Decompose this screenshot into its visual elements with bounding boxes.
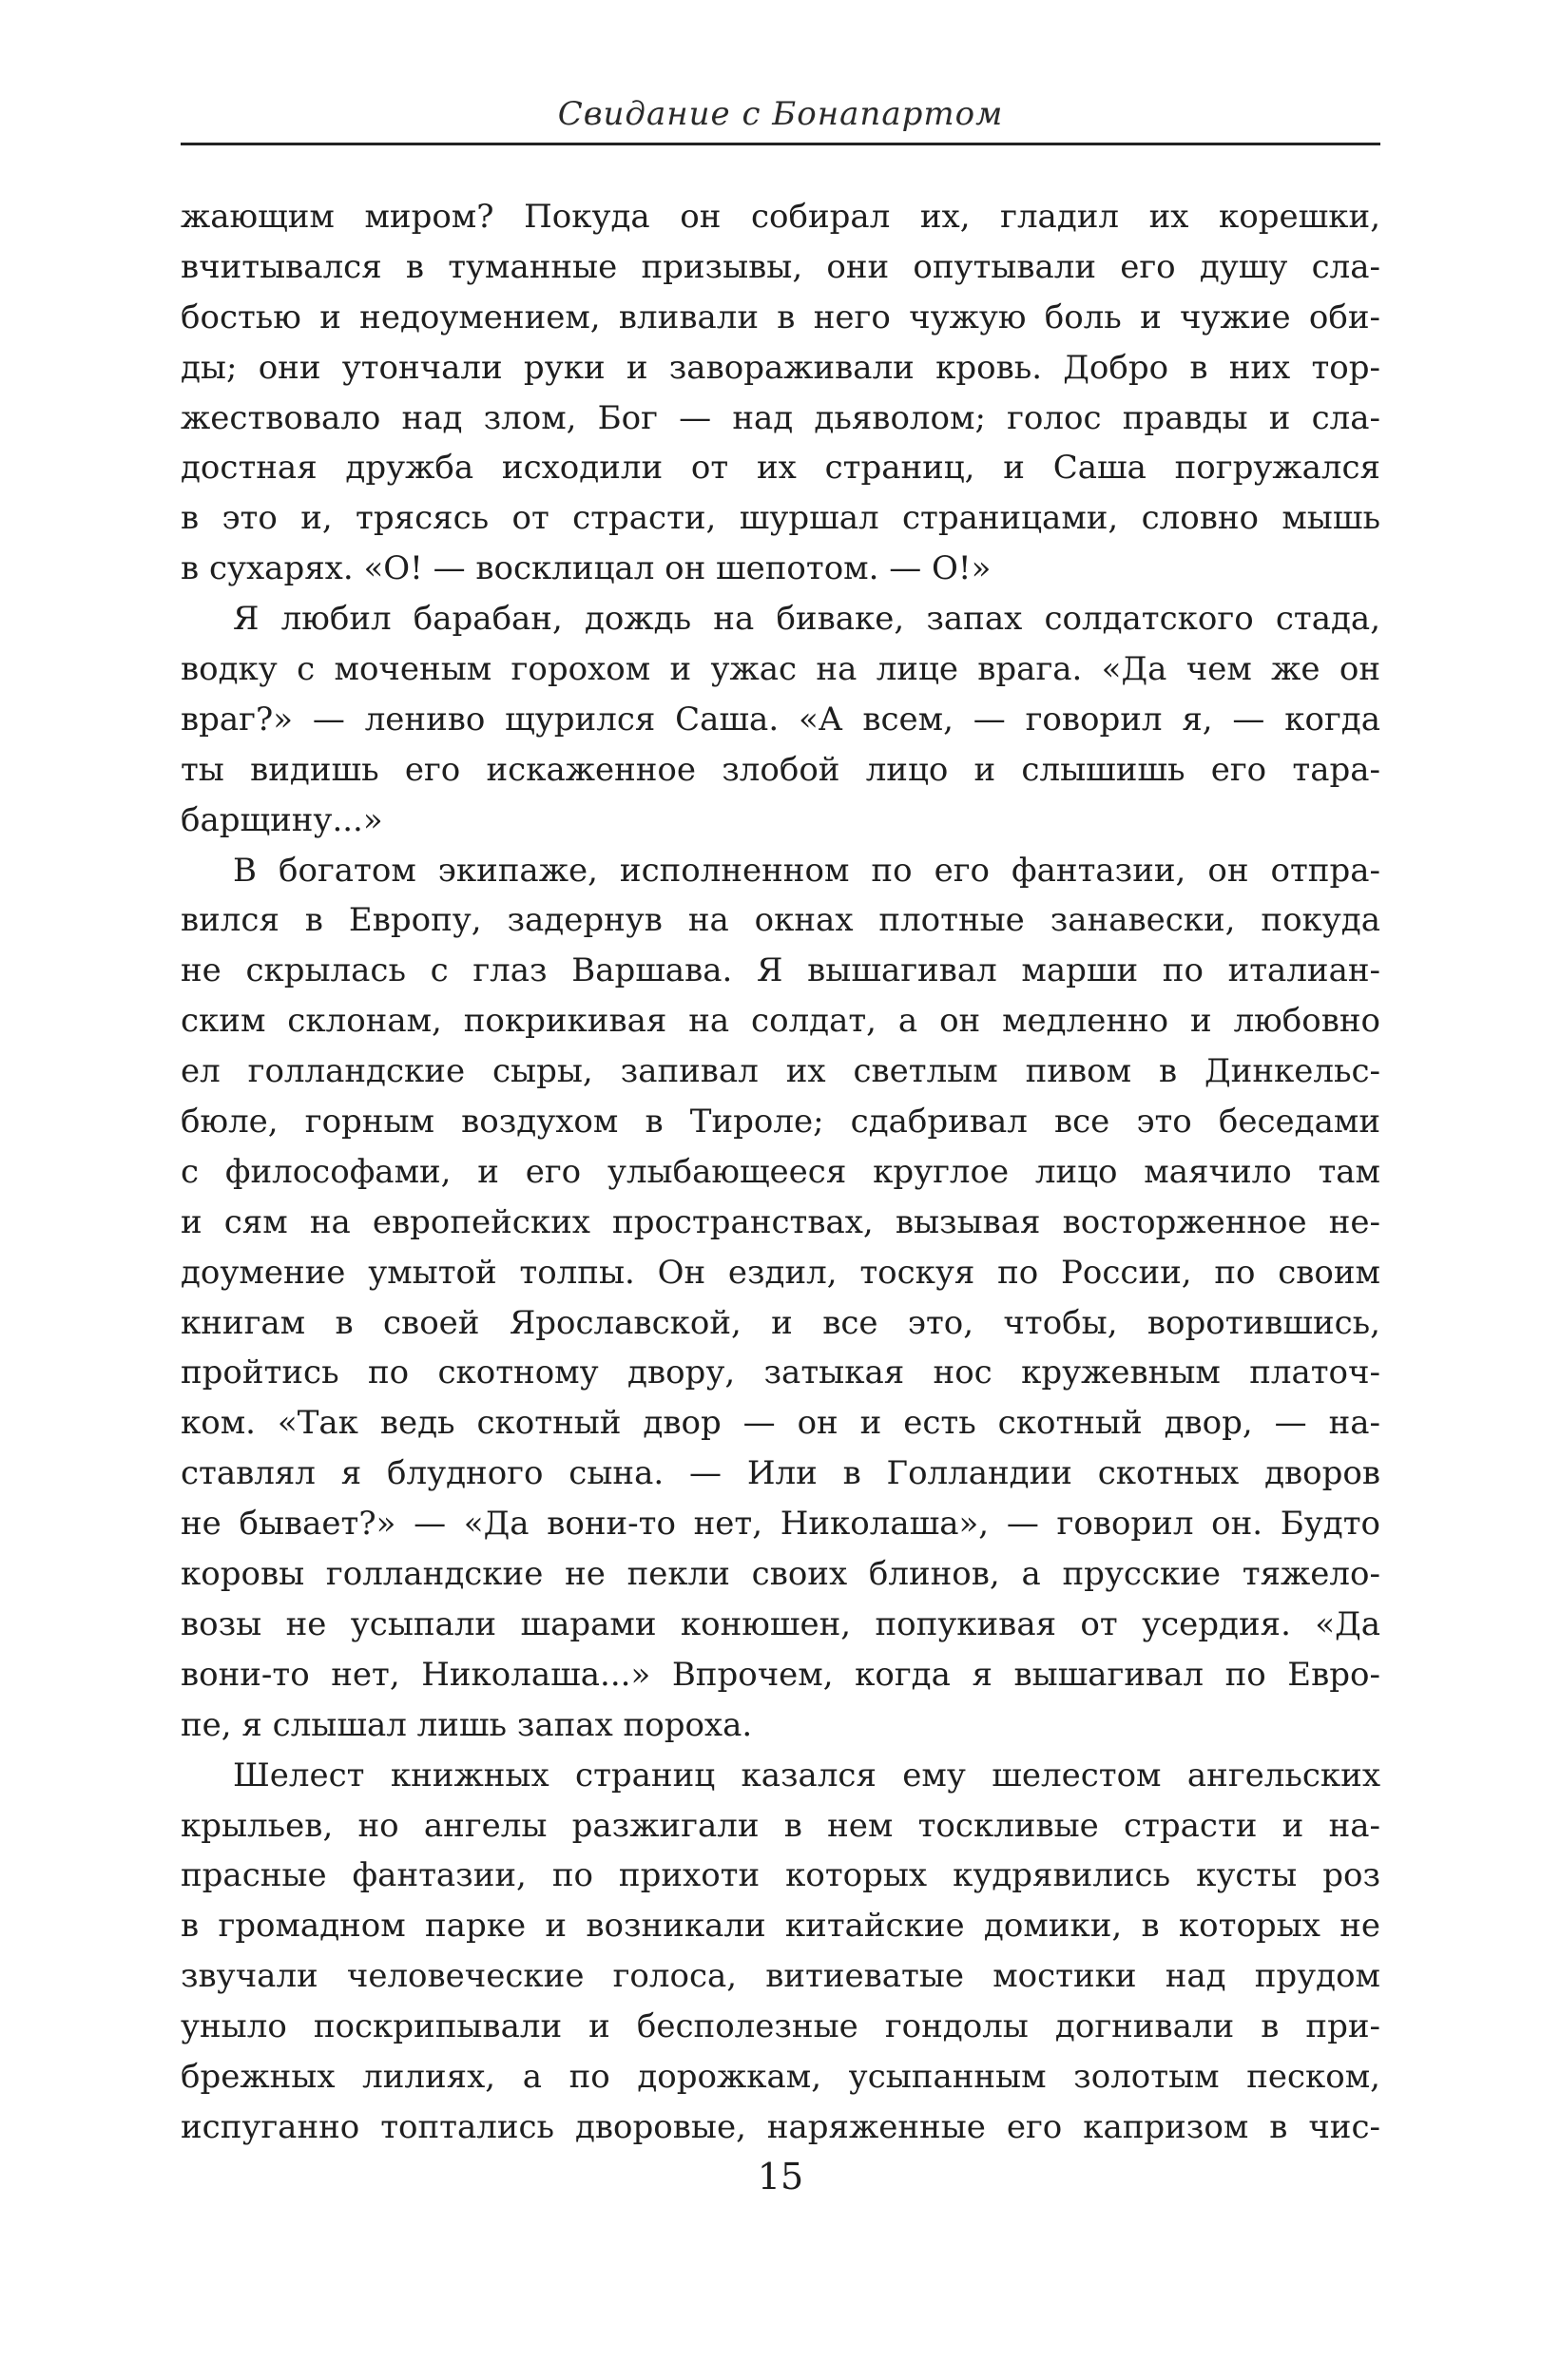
body-text xyxy=(181,192,1380,2153)
paragraph xyxy=(181,192,1380,594)
paragraph xyxy=(181,1751,1380,2153)
text-line: жающим миром? Покуда он собирал их, гладил их корешки, xyxy=(181,198,1380,236)
text-line: пройтись по скотному двору, затыкая нос кружевным платоч- xyxy=(181,1353,1380,1392)
text-line: вчитывался в туманные призывы, они опутывали его душу сла- xyxy=(181,247,1380,286)
text-line: в сухарях. «О! — восклицал он шепотом. — О!» xyxy=(181,549,992,588)
text-line: испуганно топтались дворовые, наряженные его капризом в чис- xyxy=(181,2107,1380,2146)
text-line: ел голландские сыры, запивал их светлым пивом в Динкельс- xyxy=(181,1052,1380,1091)
text-line: прасные фантазии, по прихоти которых кудрявились кусты роз xyxy=(181,1856,1380,1895)
text-line: достная дружба исходили от их страниц, и Саша погружался xyxy=(181,449,1380,488)
text-line: в это и, трясясь от страсти, шуршал страницами, словно мышь xyxy=(181,499,1380,538)
text-line: не скрылась с глаз Варшава. Я вышагивал марши по италиан- xyxy=(181,951,1380,990)
text-line: бюле, горным воздухом в Тироле; сдабривал все это беседами xyxy=(181,1103,1380,1142)
text-line: вился в Европу, задернув на окнах плотные занавески, покуда xyxy=(181,901,1380,940)
text-line: В богатом экипаже, исполненном по его фантазии, он отпра- xyxy=(233,851,1380,890)
text-line: вони-то нет, Николаша...» Впрочем, когда я вышагивал по Евро- xyxy=(181,1655,1380,1694)
text-line: коровы голландские не пекли своих блинов, а прусские тяжело- xyxy=(181,1555,1380,1594)
text-line: книгам в своей Ярославской, и все это, чтобы, воротившись, xyxy=(181,1303,1380,1342)
page-number: 15 xyxy=(757,2156,804,2198)
text-line: доумение умытой толпы. Он ездил, тоскуя по России, по своим xyxy=(181,1253,1380,1292)
text-line: уныло поскрипывали и бесполезные гондолы догнивали в при- xyxy=(181,2007,1380,2046)
text-line: не бывает?» — «Да вони-то нет, Николаша», — говорил он. Будто xyxy=(181,1505,1380,1544)
text-line: в громадном парке и возникали китайские домики, в которых не xyxy=(181,1907,1380,1946)
text-line: Шелест книжных страниц казался ему шелестом ангельских xyxy=(233,1756,1380,1795)
text-line: ды; они утончали руки и завораживали кровь. Добро в них тор- xyxy=(181,348,1380,387)
paragraph xyxy=(181,594,1380,845)
text-line: возы не усыпали шарами конюшен, попукивая от усердия. «Да xyxy=(181,1604,1380,1643)
text-line: бостью и недоумением, вливали в него чужую боль и чужие оби- xyxy=(181,298,1380,336)
text-line: пе, я слышал лишь запах пороха. xyxy=(181,1705,753,1744)
text-line: Я любил барабан, дождь на биваке, запах солдатского стада, xyxy=(233,600,1380,639)
text-line: ты видишь его искаженное злобой лицо и слышишь его тара- xyxy=(181,750,1380,789)
paragraph xyxy=(181,846,1380,1751)
text-line: и сям на европейских пространствах, вызывая восторженное не- xyxy=(181,1202,1380,1241)
text-line: ком. «Так ведь скотный двор — он и есть скотный двор, — на- xyxy=(181,1404,1380,1443)
text-line: жествовало над злом, Бог — над дьяволом; голос правды и сла- xyxy=(181,398,1380,437)
text-line: водку с моченым горохом и ужас на лице врага. «Да чем же он xyxy=(181,650,1380,689)
text-line: барщину...» xyxy=(181,800,383,839)
running-head: Свидание с Бонапартом xyxy=(557,95,1004,133)
text-line: ским склонам, покрикивая на солдат, а он медленно и любовно xyxy=(181,1002,1380,1041)
text-line: брежных лилиях, а по дорожкам, усыпанным золотым песком, xyxy=(181,2057,1380,2096)
text-line: ставлял я блудного сына. — Или в Голландии скотных дворов xyxy=(181,1454,1380,1493)
text-line: с философами, и его улыбающееся круглое лицо маячило там xyxy=(181,1152,1380,1191)
text-line: крыльев, но ангелы разжигали в нем тоскливые страсти и на- xyxy=(181,1806,1380,1845)
text-line: звучали человеческие голоса, витиеватые мостики над прудом xyxy=(181,1957,1380,1996)
text-line: враг?» — лениво щурился Саша. «А всем, — говорил я, — когда xyxy=(181,700,1380,739)
header-rule xyxy=(181,143,1380,145)
